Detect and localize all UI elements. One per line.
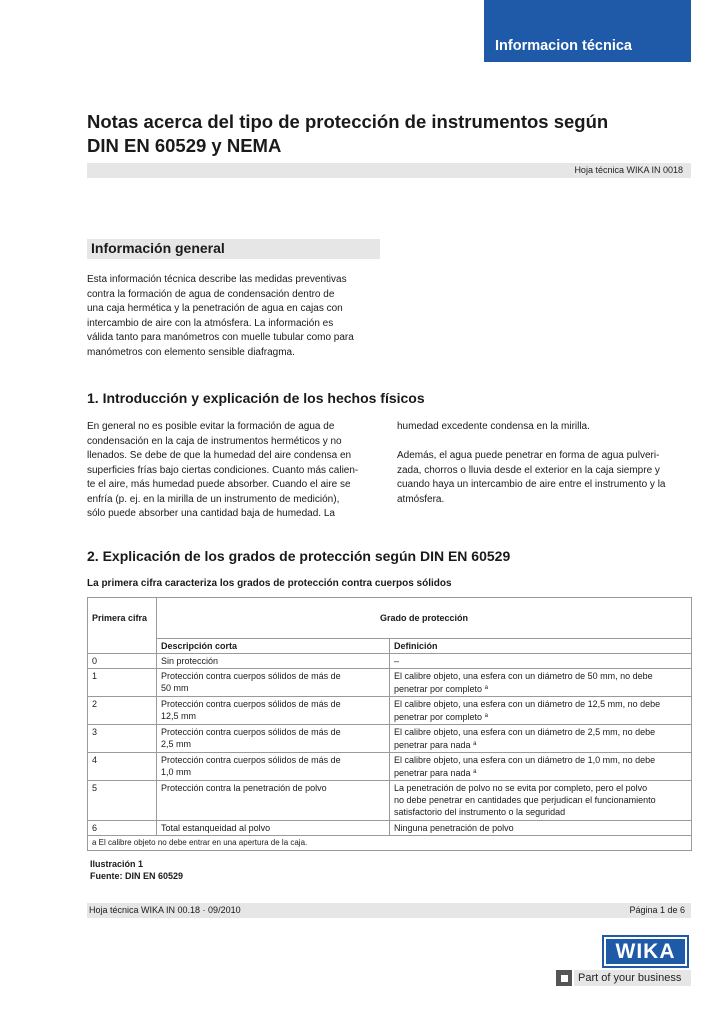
- col-header-first-digit: Primera cifra: [88, 598, 157, 639]
- table-row: [88, 654, 692, 669]
- text-line: válida tanto para manómetros con muelle tubular como para: [87, 332, 354, 343]
- brand-tagline: [556, 970, 691, 986]
- protection-degree-table: [87, 597, 692, 851]
- table-row: [88, 697, 692, 725]
- document-title: [87, 110, 687, 158]
- header-tab-label: Informacion técnica: [495, 38, 632, 54]
- section2-heading: 2. Explicación de los grados de protección según DIN EN 60529: [87, 548, 511, 564]
- table-caption: La primera cifra caracteriza los grados de protección contra cuerpos sólidos: [87, 578, 452, 589]
- text-line: sólo puede absorber una cantidad baja de humedad. La: [87, 508, 335, 519]
- text-line: Además, el agua puede penetrar en forma de agua pulveri-: [397, 450, 660, 461]
- digit-cell: 2: [88, 697, 157, 725]
- digit-cell: 1: [88, 669, 157, 697]
- table-footnote-row: [88, 836, 692, 851]
- wika-logo: [602, 935, 689, 968]
- col-header-empty: [88, 639, 157, 654]
- table-row: [88, 781, 692, 821]
- table-row: [88, 753, 692, 781]
- definition-cell: El calibre objeto, una esfera con un diámetro de 2,5 mm, no debe penetrar para nada $^a$: [390, 725, 692, 753]
- short-cell: Protección contra cuerpos sólidos de más de 2,5 mm: [157, 725, 390, 753]
- footnote-marker: a: [484, 713, 488, 719]
- col-header-definition: Definición: [390, 639, 692, 654]
- short-cell: Total estanqueidad al polvo: [157, 821, 390, 836]
- text-line: Esta información técnica describe las medidas preventivas: [87, 274, 347, 285]
- digit-cell: 4: [88, 753, 157, 781]
- digit-cell: 5: [88, 781, 157, 821]
- tagline-square-icon: [556, 970, 572, 986]
- text-line: En general no es posible evitar la formación de agua de: [87, 421, 335, 432]
- table-row: [88, 725, 692, 753]
- text-line: manómetros con elemento sensible diafragma.: [87, 346, 295, 358]
- section1-right-paragraph-b: [397, 449, 666, 507]
- text-line: te el aire, más humedad puede absorber. Cuando el aire se: [87, 479, 351, 490]
- definition-cell: La penetración de polvo no se evita por completo, pero el polvo no debe penetrar en cantidades que perjudican el funcionamiento satisfactorio del instrumento o la seguridad: [390, 781, 692, 821]
- digit-cell: 3: [88, 725, 157, 753]
- digit-cell: 6: [88, 821, 157, 836]
- short-cell: Protección contra cuerpos sólidos de más de 12,5 mm: [157, 697, 390, 725]
- short-cell: Protección contra cuerpos sólidos de más de 1,0 mm: [157, 753, 390, 781]
- table-row: [88, 669, 692, 697]
- text-line: condensación en la caja de instrumentos herméticos y no: [87, 435, 342, 447]
- table-footnote: a El calibre objeto no debe entrar en una apertura de la caja.: [88, 836, 692, 851]
- figure-label: Ilustración 1: [90, 859, 144, 869]
- footnote-marker: a: [484, 685, 488, 691]
- text-line: cuando haya un intercambio de aire entre el instrumento y la: [397, 479, 666, 490]
- text-line: una caja hermética y la penetración de agua en cajas con: [87, 303, 343, 314]
- definition-cell: El calibre objeto, una esfera con un diámetro de 1,0 mm, no debe penetrar para nada $^a$: [390, 753, 692, 781]
- text-line: humedad excedente condensa en la mirilla.: [397, 421, 590, 432]
- text-line: contra la formación de agua de condensación dentro de: [87, 288, 335, 300]
- wika-logo-text: WIKA: [615, 940, 676, 963]
- title-line: DIN EN 60529 y NEMA: [87, 135, 282, 156]
- section1-right-paragraph-a: [397, 420, 590, 435]
- short-cell: Sin protección: [157, 654, 390, 669]
- footnote-marker: a: [473, 769, 477, 775]
- general-info-heading: Información general: [91, 240, 225, 256]
- title-line: Notas acerca del tipo de protección de instrumentos según: [87, 111, 609, 132]
- page-number: Página 1 de 6: [629, 905, 685, 915]
- tagline-text: Part of your business: [574, 970, 691, 986]
- text-line: llenados. Se debe de que la humedad del aire condensa en: [87, 450, 352, 461]
- general-info-heading-bar: [87, 239, 380, 259]
- table-row: [88, 821, 692, 836]
- definition-cell: Ninguna penetración de polvo: [390, 821, 692, 836]
- footer-bar: [87, 903, 691, 918]
- digit-cell: 0: [88, 654, 157, 669]
- col-header-short-description: Descripción corta: [157, 639, 390, 654]
- sheet-reference: Hoja técnica WIKA IN 0018: [574, 165, 683, 175]
- section1-heading: 1. Introducción y explicación de los hechos físicos: [87, 390, 425, 406]
- footer-sheet-ref: Hoja técnica WIKA IN 00.18 · 09/2010: [89, 905, 241, 915]
- group-header-protection: Grado de protección: [157, 598, 692, 639]
- text-line: intercambio de aire con la atmósfera. La información es: [87, 317, 334, 329]
- figure-note: [90, 858, 183, 882]
- text-line: superficies frías bajo ciertas condiciones. Cuanto más calien-: [87, 464, 359, 476]
- header-tab: [484, 0, 691, 62]
- text-line: zada, chorros o lluvia desde el exterior en la caja siempre y: [397, 464, 660, 476]
- definition-cell: El calibre objeto, una esfera con un diámetro de 50 mm, no debe penetrar por completo $^a$: [390, 669, 692, 697]
- general-info-paragraph: [87, 273, 354, 360]
- figure-source: Fuente: DIN EN 60529: [90, 871, 184, 881]
- short-cell: Protección contra la penetración de polvo: [157, 781, 390, 821]
- text-line: enfría (p. ej. en la mirilla de un instrumento de medición),: [87, 493, 340, 505]
- definition-cell: El calibre objeto, una esfera con un diámetro de 12,5 mm, no debe penetrar por completo $^a$: [390, 697, 692, 725]
- short-cell: Protección contra cuerpos sólidos de más de 50 mm: [157, 669, 390, 697]
- text-line: atmósfera.: [397, 493, 445, 505]
- section1-left-paragraph: [87, 420, 358, 522]
- sheet-reference-bar: [87, 163, 691, 178]
- footnote-marker: a: [473, 741, 477, 747]
- definition-cell: –: [390, 654, 692, 669]
